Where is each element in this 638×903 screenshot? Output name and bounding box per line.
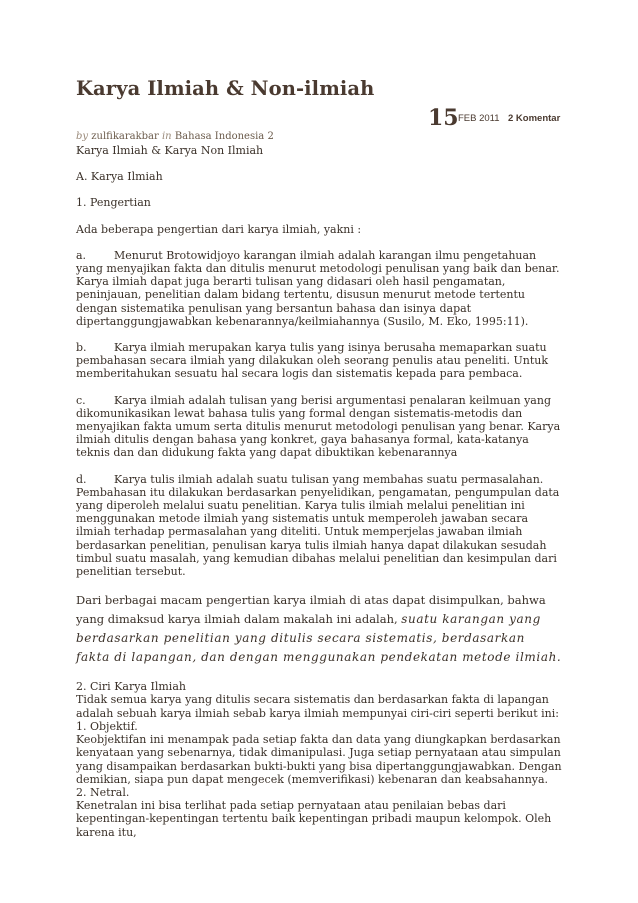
ciri-intro: Tidak semua karya yang ditulis secara sistematis dan berdasarkan fakta di lapangan adalah sebuah karya ilmiah sebab karya ilmiah mempunyai ciri-ciri seperti berikut ini: <box>76 693 559 720</box>
section-heading-a: A. Karya Ilmiah <box>76 170 163 184</box>
post-content <box>76 144 562 839</box>
post-title[interactable]: Karya Ilmiah & Non-ilmiah <box>76 77 375 100</box>
ciri-1-text: Keobjektifan ini menampak pada setiap fakta dan data yang diungkapkan berdasarkan kenyataan yang sebenarnya, tidak dimanipulasi. Juga setiap pernyataan atau simpulan yang disampaikan berdasarkan bukti-bukti yang bisa dipertanggungjawabkan. Dengan demikian, siapa pun dapat mengecek (memverifikasi) kebenaran dan keabsahannya. <box>76 733 562 786</box>
definition-text: Karya ilmiah merupakan karya tulis yang isinya berusaha memaparkan suatu pembahasan secara ilmiah yang dilakukan oleh seorang penulis atau peneliti. Untuk memberitahukan sesuatu hal secara logis dan sistematis kepada para pembaca. <box>76 341 549 381</box>
item-marker: d. <box>76 472 87 486</box>
definition-text: Karya ilmiah adalah tulisan yang berisi argumentasi penalaran keilmuan yang dikomunikasikan lewat bahasa tulis yang formal dengan sistematis-metodis dan menyajikan fakta umum serta ditulis menurut metodologi penulisan yang benar. Karya ilmiah ditulis dengan bahasa yang konkret, gaya bahasanya formal, kata-katanya teknis dan dan didukung fakta yang dapat dibuktikan kebenarannya <box>76 393 561 460</box>
definition-c <box>76 394 562 460</box>
item-marker: a. <box>76 248 87 262</box>
post-day: 15 <box>428 105 459 131</box>
author-link[interactable]: zulfikarakbar <box>91 131 159 142</box>
in-label: in <box>161 131 172 142</box>
subheading-ciri: 2. Ciri Karya Ilmiah <box>76 680 186 694</box>
definition-a <box>76 249 562 328</box>
intro-text: Ada beberapa pengertian dari karya ilmiah, yakni : <box>76 222 362 236</box>
ciri-2-text: Kenetralan ini bisa terlihat pada setiap pernyataan atau penilaian bebas dari kepentingan-kepentingan tertentu baik kepentingan pribadi maupun kelompok. Oleh karena itu, <box>76 799 552 839</box>
definition-text: Karya tulis ilmiah adalah suatu tulisan yang membahas suatu permasalahan. Pembahasan itu dilakukan berdasarkan penyelidikan, pengamatan, pengumpulan data yang diperoleh melalui suatu penelitian. Karya tulis ilmiah melalui penelitian ini menggunakan metode ilmiah yang sistematis untuk memperoleh jawaban secara ilmiah terhadap permasalahan yang diteliti. Untuk memperjelas jawaban ilmiah berdasarkan penelitian, penulisan karya tulis ilmiah hanya dapat dilakukan sesudah timbul suatu masalah, yang kemudian dibahas melalui penelitian dan kesimpulan dari penelitian tersebut. <box>76 472 560 579</box>
conclusion-text: Dari berbagai macam pengertian karya ilmiah di atas dapat disimpulkan, bahwa yang dimaksud karya ilmiah dalam makalah ini adalah, <box>76 593 546 627</box>
subheading-pengertian: 1. Pengertian <box>76 196 151 210</box>
conclusion-paragraph <box>76 591 562 667</box>
post-month-year: FEB 2011 <box>458 113 500 124</box>
item-marker: b. <box>76 341 87 355</box>
definition-d <box>76 473 562 579</box>
ciri-1-title: 1. Objektif. <box>76 719 138 733</box>
definition-text: Menurut Brotowidjoyo karangan ilmiah adalah karangan ilmu pengetahuan yang menyajikan fakta dan ditulis menurut metodologi penulisan yang baik dan benar. Karya ilmiah dapat juga berarti tulisan yang didasari oleh hasil pengamatan, peninjauan, penelitian dalam bidang tertentu, disusun menurut metode tertentu dengan sistematika penulisan yang bersantun bahasa dan isinya dapat dipertanggungjawabkan kebenarannya/keilmiahannya (Susilo, M. Eko, 1995:11). <box>76 248 560 328</box>
post-meta <box>428 106 578 130</box>
conclusion-italic: suatu karangan yang berdasarkan penelitian yang ditulis secara sistematis, berdasarkan fakta di lapangan, dan dengan menggunakan pendekatan metode ilmiah. <box>76 612 562 665</box>
ciri-2-title: 2. Netral. <box>76 785 130 799</box>
item-marker: c. <box>76 393 86 407</box>
content-subtitle: Karya Ilmiah & Karya Non Ilmiah <box>76 144 264 157</box>
category-link[interactable]: Bahasa Indonesia 2 <box>174 131 274 142</box>
definition-b <box>76 341 562 381</box>
comments-link[interactable]: 2 Komentar <box>508 113 561 124</box>
byline <box>76 131 274 142</box>
by-label: by <box>76 131 89 142</box>
